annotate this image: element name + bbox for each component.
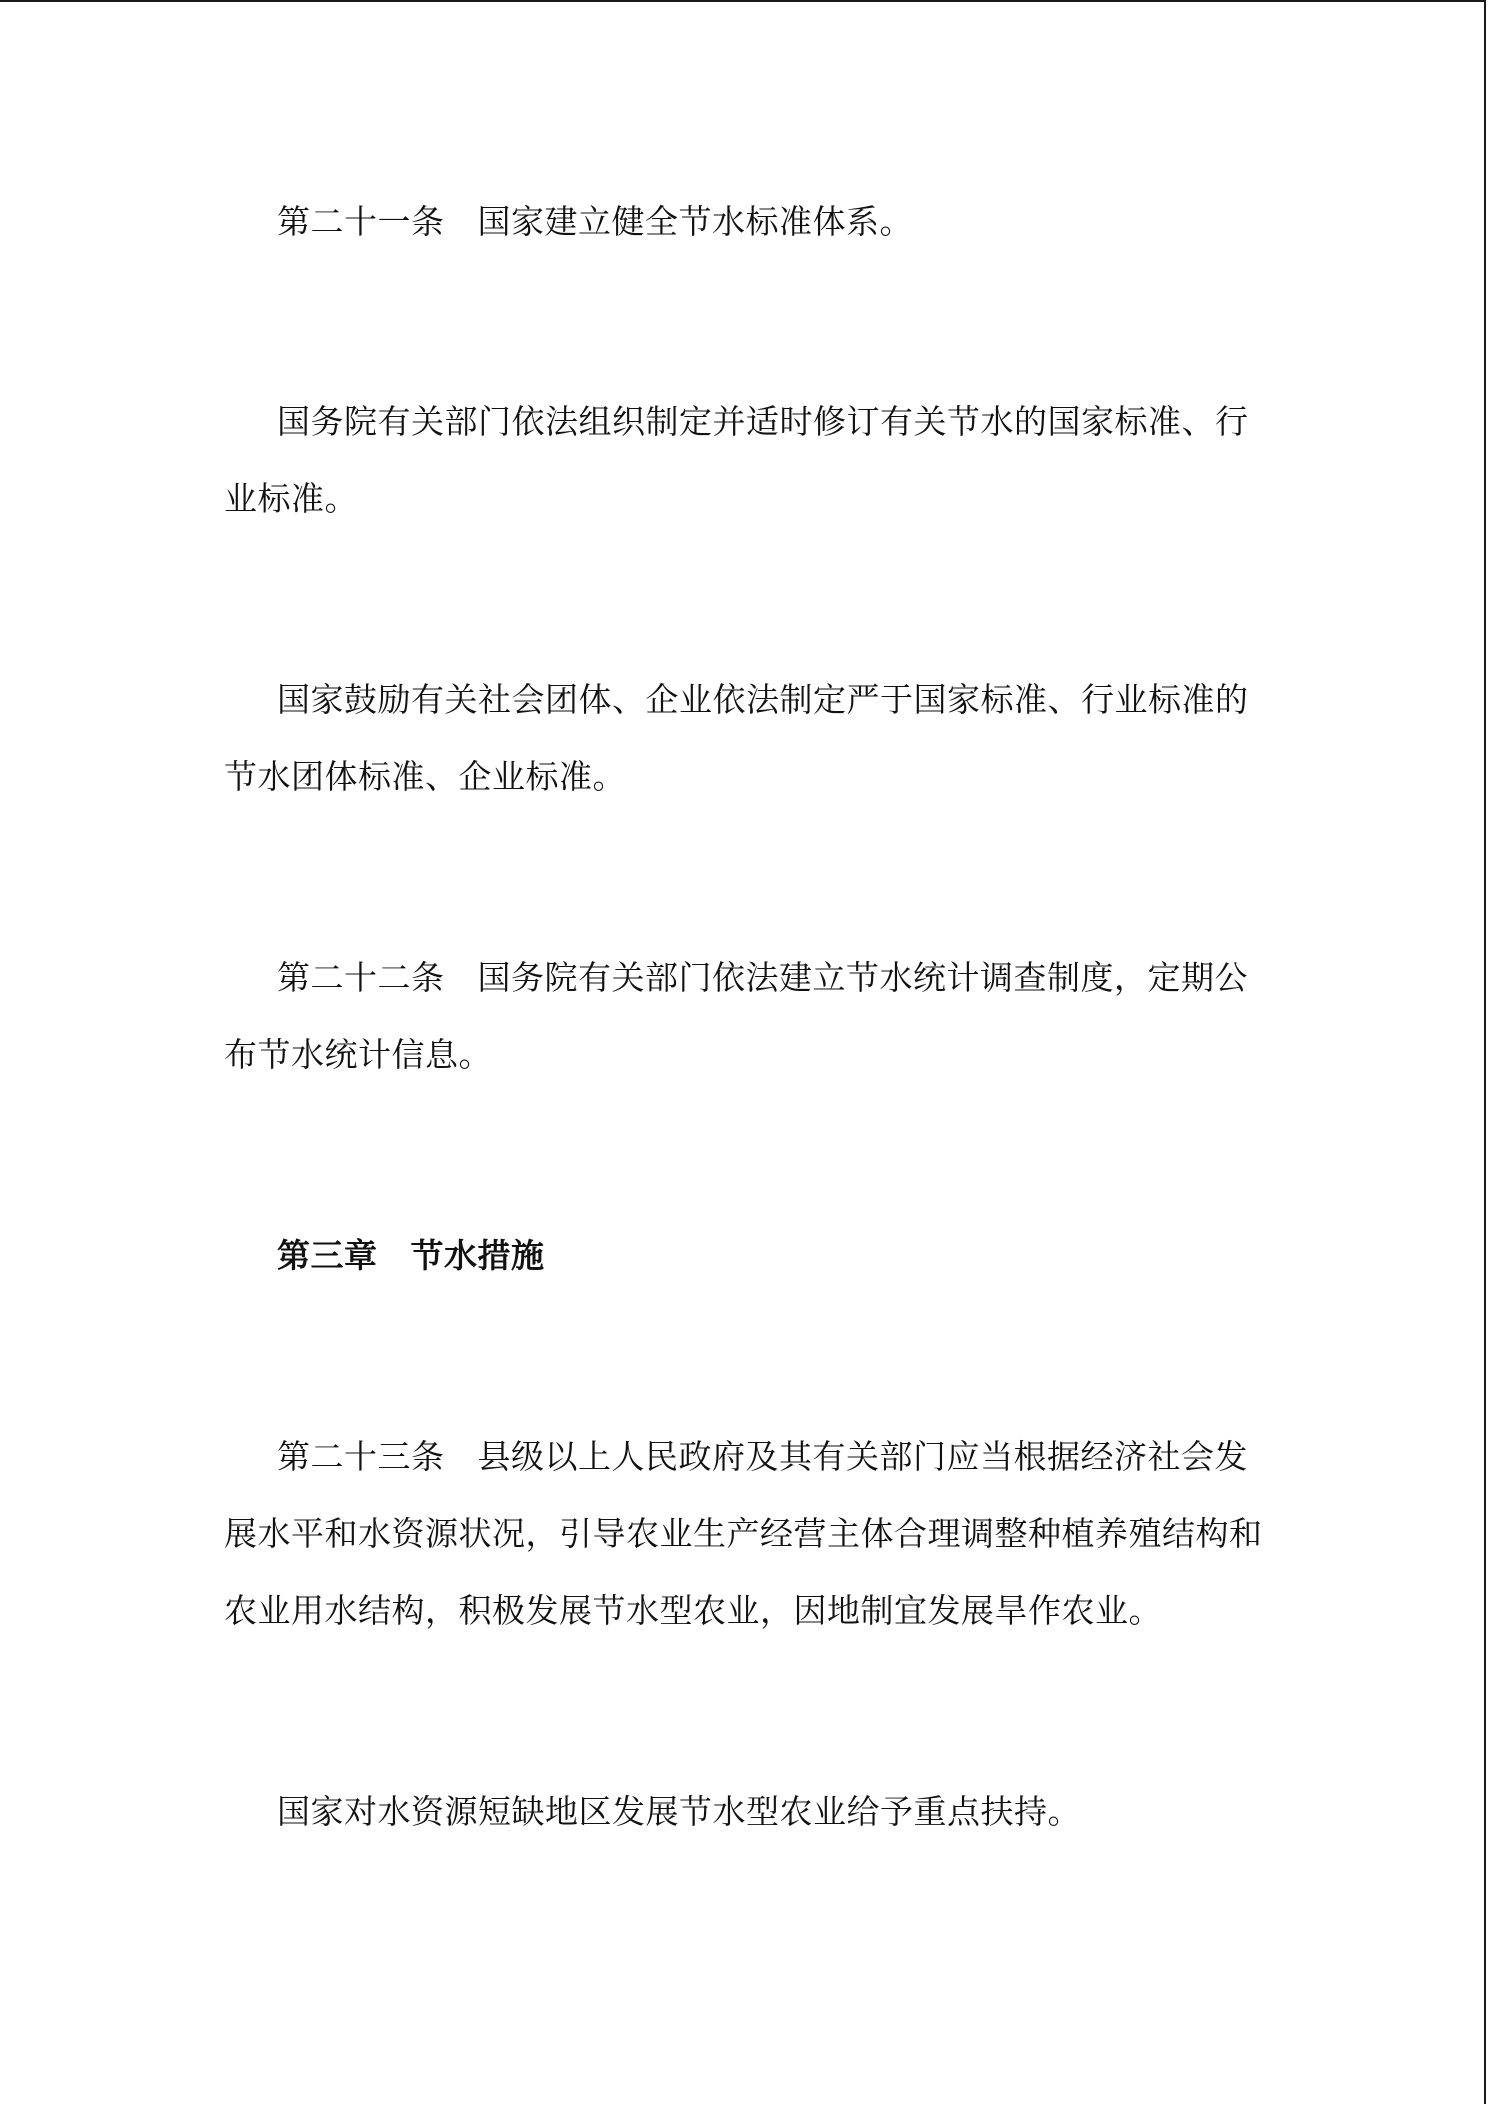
article-21-encourage-paragraph bbox=[224, 661, 1264, 815]
chapter-3-heading bbox=[224, 1217, 1264, 1294]
article-21-paragraph bbox=[224, 183, 1264, 260]
article-23-paragraph bbox=[224, 1418, 1264, 1649]
article-21-label: 第二十一条 bbox=[277, 202, 445, 241]
article-23-support-paragraph bbox=[224, 1773, 1264, 1850]
article-23-label: 第二十三条 bbox=[277, 1437, 445, 1476]
article-21-text: 国家建立健全节水标准体系。 bbox=[477, 202, 913, 241]
article-22-paragraph bbox=[224, 939, 1264, 1093]
article-21-standards-text: 国务院有关部门依法组织制定并适时修订有关节水的国家标准、行业标准。 bbox=[224, 402, 1249, 518]
chapter-3-title: 节水措施 bbox=[410, 1236, 545, 1275]
article-21-standards-paragraph bbox=[224, 383, 1264, 537]
article-21-encourage-text: 国家鼓励有关社会团体、企业依法制定严于国家标准、行业标准的节水团体标准、企业标准。 bbox=[224, 680, 1249, 796]
article-22-label: 第二十二条 bbox=[277, 958, 445, 997]
article-22-text: 国务院有关部门依法建立节水统计调查制度，定期公布节水统计信息。 bbox=[224, 958, 1248, 1074]
chapter-3-label: 第三章 bbox=[277, 1236, 378, 1275]
article-23-support-text: 国家对水资源短缺地区发展节水型农业给予重点扶持。 bbox=[277, 1792, 1081, 1831]
article-23-text: 县级以上人民政府及其有关部门应当根据经济社会发展水平和水资源状况，引导农业生产经营主体合理调整种植养殖结构和农业用水结构，积极发展节水型农业，因地制宜发展旱作农业。 bbox=[224, 1437, 1263, 1630]
